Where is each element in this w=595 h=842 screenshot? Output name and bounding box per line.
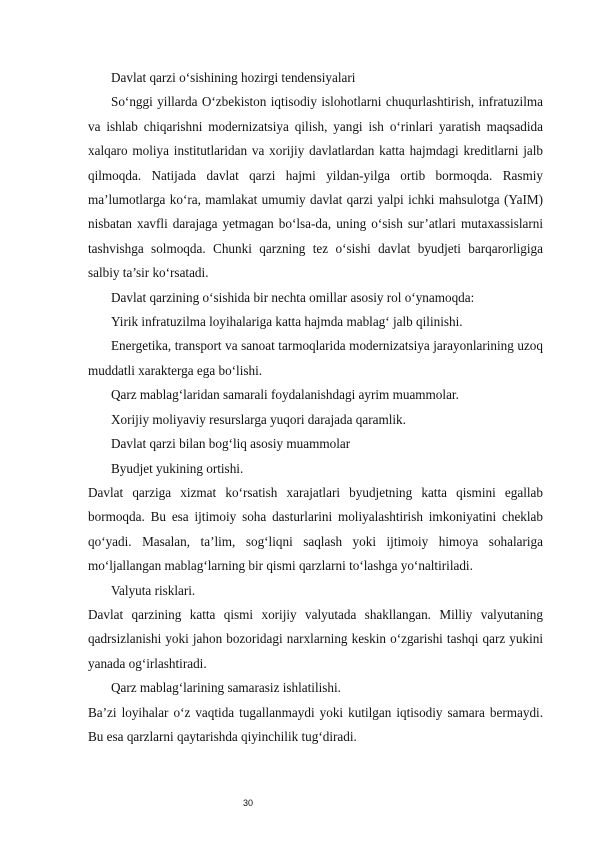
paragraph: So‘nggi yillarda O‘zbekiston iqtisodiy islohotlarni chuqurlashtirish, infratuzilma va ishlab chiqarishni modernizatsiya qilish, yangi ish o‘rinlari yaratish maqsadida xalqaro moliya institutlaridan va xorijiy davlatlardan katta hajmdagi kreditlarni jalb qilmoqda. Natijada davlat qarzi hajmi yildan-yilga ortib bormoqda. Rasmiy ma’lumotlarga ko‘ra, mamlakat umumiy davlat qarzi yalpi ichki mahsulotga (YaIM) nisbatan xavfli darajaga yetmagan bo‘lsa-da, uning o‘sish sur’atlari mutaxassislarni tashvishga solmoqda. Chunki qarzning tez o‘sishi davlat byudjeti barqarorligiga salbiy ta’sir ko‘rsatadi. bbox=[88, 94, 543, 281]
subheading: Qarz mablag‘larining samarasiz ishlatilishi. bbox=[111, 680, 341, 696]
subheading: Valyuta risklari. bbox=[111, 582, 196, 598]
list-item: Qarz mablag‘laridan samarali foydalanishdagi ayrim muammolar. bbox=[111, 387, 459, 403]
paragraph: Ba’zi loyihalar o‘z vaqtida tugallanmaydi yoki kutilgan iqtisodiy samara bermaydi. Bu esa qarzlarni qaytarishda qiyinchilik tug‘diradi. bbox=[88, 704, 543, 744]
page-number: 30 bbox=[243, 798, 254, 808]
paragraph: Davlat qarzining katta qismi xorijiy valyutada shakllangan. Milliy valyutaning qadrsizlanishi yoki jahon bozoridagi narxlarning keskin o‘zgarishi tashqi qarz yukini yanada og‘irlashtiradi. bbox=[88, 606, 543, 671]
subheading: Byudjet yukining ortishi. bbox=[111, 460, 244, 476]
list-item: Energetika, transport va sanoat tarmoqlarida modernizatsiya jarayonlarining uzoq muddatli xarakterga ega bo‘lishi. bbox=[88, 338, 543, 378]
section-heading: Davlat qarzi o‘sishining hozirgi tendensiyalari bbox=[111, 70, 356, 85]
paragraph: Davlat qarziga xizmat ko‘rsatish xarajatlari byudjetning katta qismini egallab bormoqda. Bu esa ijtimoiy soha dasturlarini moliyalashtirish imkoniyatini cheklab qo‘yadi. Masalan, ta’lim, sog‘liqni saqlash yoki ijtimoiy himoya sohalariga mo‘ljallangan mablag‘larning bir qismi qarzlarni to‘lashga yo‘naltiriladi. bbox=[88, 484, 543, 574]
list-item: Yirik infratuzilma loyihalariga katta hajmda mablag‘ jalb qilinishi. bbox=[111, 314, 463, 330]
page-content bbox=[88, 66, 543, 749]
paragraph: Davlat qarzining o‘sishida bir nechta omillar asosiy rol o‘ynamoqda: bbox=[111, 289, 475, 305]
list-item: Xorijiy moliyaviy resurslarga yuqori darajada qaramlik. bbox=[111, 411, 406, 427]
section-heading: Davlat qarzi bilan bog‘liq asosiy muammolar bbox=[111, 436, 351, 452]
